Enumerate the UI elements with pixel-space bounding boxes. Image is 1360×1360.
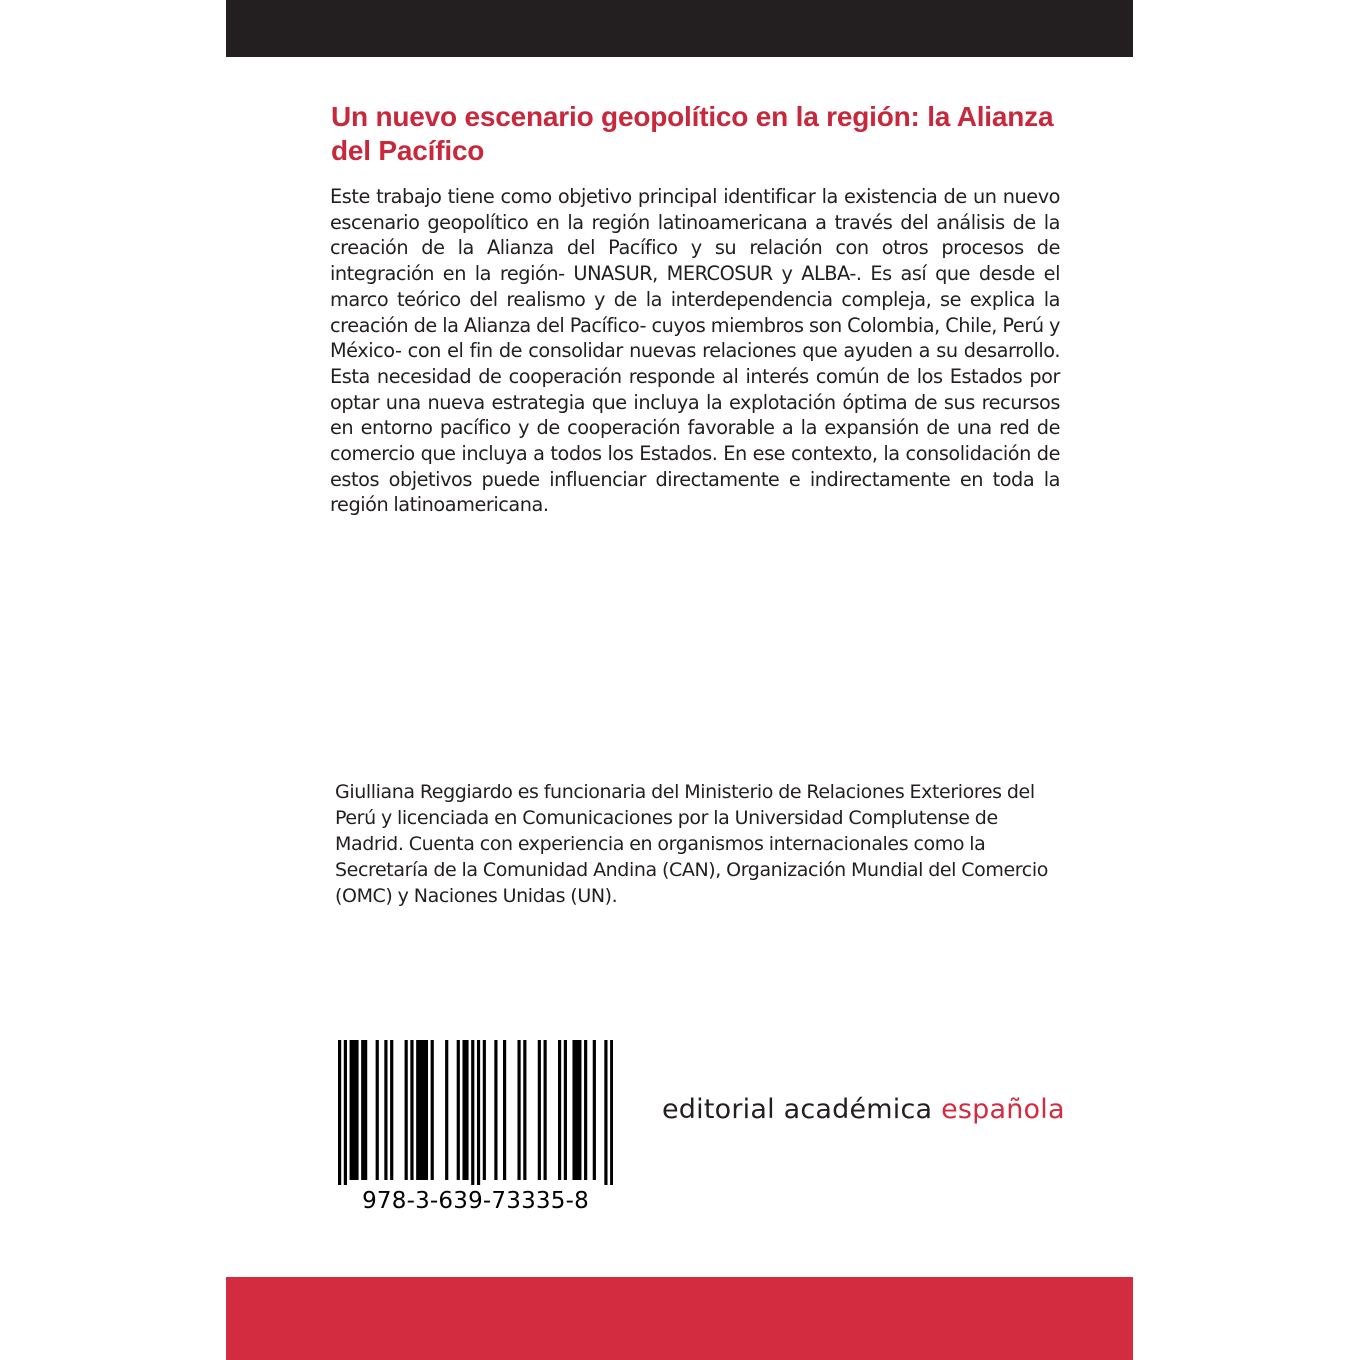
barcode-bar xyxy=(364,1040,367,1180)
publisher-logo xyxy=(662,1094,1065,1125)
barcode-bar xyxy=(390,1040,393,1180)
barcode-bar xyxy=(523,1040,526,1180)
barcode-bar xyxy=(419,1040,422,1180)
publisher-name-accent: española xyxy=(941,1094,1065,1125)
publisher-name: editorial académica xyxy=(662,1094,933,1125)
barcode-bars xyxy=(338,1040,613,1185)
barcode-bar xyxy=(431,1040,434,1180)
barcode-bar xyxy=(575,1040,578,1180)
barcode-bar xyxy=(384,1040,387,1180)
barcode-bar xyxy=(593,1040,596,1180)
barcode-bar xyxy=(503,1040,506,1180)
barcode-bar xyxy=(425,1040,428,1180)
barcode-bar xyxy=(344,1040,347,1185)
barcode-bar xyxy=(517,1040,520,1180)
barcode-bar xyxy=(610,1040,613,1185)
barcode-bar xyxy=(465,1040,468,1180)
author-bio: Giulliana Reggiardo es funcionaria del Ministerio de Relaciones Exteriores del Perú y licenciada en Comunicaciones por la Universidad Complutense de Madrid. Cuenta con experiencia en organismos internacionales como la Secretaría de la Comunidad Andina (CAN), Organización Mundial del Comercio (OMC) y Naciones Unidas (UN). xyxy=(335,781,1048,907)
barcode-bar xyxy=(477,1040,480,1185)
barcode-bar xyxy=(376,1040,379,1180)
barcode-bar xyxy=(405,1040,408,1180)
barcode-bar xyxy=(578,1040,581,1180)
barcode-bar xyxy=(445,1040,448,1180)
barcode-bar xyxy=(457,1040,460,1180)
barcode-bar xyxy=(355,1040,358,1180)
barcode-bar xyxy=(483,1040,486,1180)
barcode-bar xyxy=(422,1040,425,1180)
barcode-bar xyxy=(584,1040,587,1180)
barcode-bar xyxy=(544,1040,547,1180)
barcode-bar xyxy=(462,1040,465,1180)
book-back-cover xyxy=(226,0,1133,1360)
barcode-bar xyxy=(604,1040,607,1185)
barcode-bar xyxy=(338,1040,341,1185)
barcode-bar xyxy=(416,1040,419,1180)
barcode-bar xyxy=(538,1040,541,1180)
barcode-bar xyxy=(494,1040,497,1180)
barcode-bar xyxy=(410,1040,413,1180)
top-color-band xyxy=(226,0,1133,57)
barcode-bar xyxy=(352,1040,355,1180)
barcode-bar xyxy=(361,1040,364,1180)
book-title: Un nuevo escenario geopolítico en la región: la Alianza del Pacífico xyxy=(331,101,1054,166)
barcode-bar xyxy=(558,1040,561,1180)
barcode-bar xyxy=(350,1040,353,1180)
barcode-bar xyxy=(572,1040,575,1180)
isbn-barcode xyxy=(338,1040,613,1225)
isbn-number: 978-3-639-73335-8 xyxy=(362,1188,589,1214)
barcode-bar xyxy=(471,1040,474,1185)
book-abstract: Este trabajo tiene como objetivo principal identificar la existencia de un nuevo escenario geopolítico en la región latinoamericana a través del análisis de la creación de la Alianza del Pacífico y su relación con otros procesos de integración en la región- UNASUR, MERCOSUR y ALBA-. Es así que desde el marco teórico del realismo y de la interdependencia compleja, se explica la creación de la Alianza del Pacífico- cuyos miembros son Colombia, Chile, Perú y México- con el fin de consolidar nuevas relaciones que ayuden a su desarrollo. Esta necesidad de cooperación responde al interés común de los Estados por optar una nueva estrategia que incluya la explotación óptima de sus recursos en entorno pacífico y de cooperación favorable a la expansión de una red de comercio que incluya a todos los Estados. En ese contexto, la consolidación de estos objetivos puede influenciar directamente e indirectamente en toda la región latinoamericana. xyxy=(330,185,1060,517)
bottom-color-band xyxy=(226,1277,1133,1360)
barcode-bar xyxy=(564,1040,567,1180)
